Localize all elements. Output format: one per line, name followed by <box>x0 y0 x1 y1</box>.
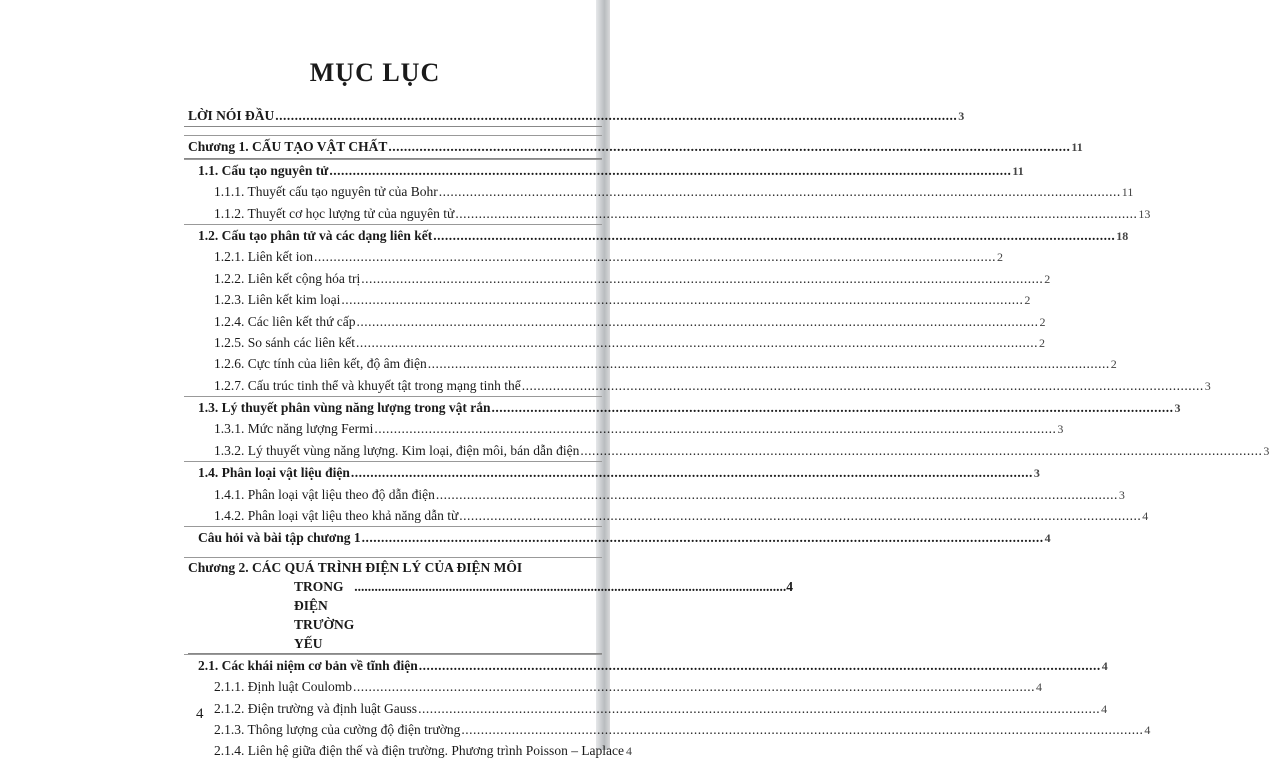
dot-leader <box>436 484 1118 505</box>
toc-entry-title: 2.1.4. Liên hệ giữa điện thế và điện trường. Phương trình Poisson – Laplace <box>214 743 625 759</box>
toc-entry-page: 3 <box>1057 422 1064 437</box>
toc-entry-title: Câu hỏi và bài tập chương 1 <box>198 530 361 546</box>
toc-entry-page: 4 <box>1144 722 1151 737</box>
table-of-contents <box>184 105 1270 762</box>
toc-entry-page: 2 <box>1110 357 1117 372</box>
toc-entry-page: 11 <box>1012 163 1024 178</box>
toc-entry[interactable] <box>184 375 1211 396</box>
toc-entry-title: 1.4.2. Phân loại vật liệu theo khả năng dẫn từ <box>214 508 459 524</box>
dot-leader <box>455 203 1137 224</box>
toc-entry-page: 18 <box>1116 228 1129 243</box>
toc-entry[interactable] <box>184 332 1045 353</box>
toc-entry[interactable] <box>184 740 633 761</box>
toc-entry-title: 1.3.2. Lý thuyết vùng năng lượng. Kim loại, điện môi, bán dẫn điện <box>214 442 580 458</box>
dot-leader <box>428 353 1110 374</box>
toc-entry-page: 2 <box>1024 293 1031 308</box>
toc-entry[interactable] <box>184 484 1125 505</box>
dot-leader <box>374 418 1056 439</box>
toc-entry-page: 3 <box>1033 466 1040 481</box>
dot-leader <box>418 698 1100 719</box>
toc-entry[interactable] <box>184 289 1031 310</box>
toc-entry-title: 1.2.3. Liên kết kim loại <box>214 292 341 308</box>
toc-entry[interactable] <box>184 135 1083 158</box>
toc-entry-page: 4 <box>786 578 793 594</box>
toc-entry-title: 2.1.2. Điện trường và định luật Gauss <box>214 700 418 716</box>
dot-leader <box>357 311 1039 332</box>
toc-entry-title: 1.3. Lý thuyết phân vùng năng lượng trong vật rắn <box>198 400 491 416</box>
toc-entry[interactable] <box>184 440 1270 461</box>
toc-entry-title: 1.4.1. Phân loại vật liệu theo độ dẫn điện <box>214 486 435 502</box>
toc-entry[interactable] <box>184 719 1151 740</box>
toc-entry-title: 1.2.6. Cực tính của liên kết, độ âm điện <box>214 356 427 372</box>
toc-entry-title: 2.1.3. Thông lượng của cường độ điện trường <box>214 721 461 737</box>
toc-entry-title: 2.1.1. Định luật Coulomb <box>214 679 352 695</box>
toc-entry-title: 1.2.4. Các liên kết thứ cấp <box>214 313 356 329</box>
page-number: 4 <box>196 706 204 722</box>
toc-entry-title: 1.2.5. So sánh các liên kết <box>214 334 355 350</box>
toc-entry-page: 2 <box>1038 335 1045 350</box>
toc-entry-page: 3 <box>1118 487 1125 502</box>
toc-entry[interactable] <box>184 224 1129 246</box>
dot-leader <box>492 397 1174 418</box>
toc-entry-page: 3 <box>958 109 965 123</box>
dot-leader <box>329 160 1011 181</box>
toc-entry[interactable] <box>184 246 1003 267</box>
chapter-2-title-line1: Chương 2. CÁC QUÁ TRÌNH ĐIỆN LÝ CỦA ĐIỆN MÔI <box>188 559 523 575</box>
toc-entry[interactable] <box>184 418 1064 439</box>
page-title: MỤC LỤC <box>309 58 441 87</box>
toc-entry[interactable] <box>184 698 1108 719</box>
dot-leader <box>354 577 786 653</box>
toc-entry-page: 4 <box>1044 531 1051 546</box>
toc-entry[interactable] <box>184 203 1151 224</box>
toc-entry-title: 1.3.1. Mức năng lượng Fermi <box>214 421 374 437</box>
dot-leader <box>353 676 1035 697</box>
dot-leader <box>433 225 1115 246</box>
toc-entry-page: 3 <box>1263 443 1270 458</box>
toc-entry-page: 3 <box>1174 401 1181 416</box>
toc-entry[interactable] <box>184 505 1149 526</box>
toc-entry[interactable] <box>184 396 1181 418</box>
dot-leader <box>419 655 1101 676</box>
toc-entry-title: 1.4. Phân loại vật liệu điện <box>198 465 350 481</box>
toc-entry-page: 2 <box>1039 314 1046 329</box>
toc-entry-page: 13 <box>1138 206 1151 221</box>
dot-leader <box>361 268 1043 289</box>
toc-entry-title: 2.1. Các khái niệm cơ bản về tĩnh điện <box>198 657 418 673</box>
toc-entry-page: 4 <box>1142 509 1149 524</box>
toc-entry[interactable] <box>184 353 1117 374</box>
dot-leader <box>461 719 1143 740</box>
toc-entry-page: 2 <box>1044 271 1051 286</box>
toc-entry[interactable] <box>184 526 1051 548</box>
dot-leader <box>439 181 1121 202</box>
toc-entry-title: Chương 1. CẤU TẠO VẬT CHẤT <box>188 139 388 155</box>
dot-leader <box>388 136 1070 157</box>
toc-entry[interactable] <box>184 159 1024 181</box>
dot-leader <box>351 462 1033 483</box>
toc-entry[interactable] <box>184 311 1046 332</box>
toc-entry[interactable] <box>184 105 965 127</box>
toc-entry-title: 1.2. Cấu tạo phân tử và các dạng liên kết <box>198 227 433 243</box>
dot-leader <box>275 105 957 126</box>
toc-entry[interactable] <box>184 654 1108 676</box>
toc-entry-page: 4 <box>1101 658 1108 673</box>
toc-entry[interactable] <box>184 461 1040 483</box>
chapter-2-title-line2-row <box>188 577 793 654</box>
toc-entry[interactable] <box>184 268 1051 289</box>
toc-entry-title: 1.2.2. Liên kết cộng hóa trị <box>214 270 361 286</box>
toc-entry-page: 4 <box>1036 680 1042 695</box>
dot-leader <box>341 289 1023 310</box>
toc-entry-page: 4 <box>626 744 633 759</box>
toc-entry[interactable] <box>184 181 1134 202</box>
dot-leader <box>356 332 1038 353</box>
dot-leader <box>580 440 1262 461</box>
toc-entry-page: 3 <box>1204 378 1211 393</box>
chapter-2-title-line2: TRONG ĐIỆN TRƯỜNG YẾU <box>294 578 355 651</box>
toc-entry-page: 11 <box>1121 185 1134 200</box>
toc-entry-title: 1.1.1. Thuyết cấu tạo nguyên tử của Bohr <box>214 184 438 200</box>
toc-entry[interactable] <box>184 676 1042 697</box>
toc-entry-page: 11 <box>1071 140 1083 155</box>
toc-entry-chapter-2[interactable] <box>184 557 793 654</box>
toc-entry-title: 1.2.7. Cấu trúc tinh thể và khuyết tật trong mạng tinh thể <box>214 377 521 393</box>
toc-entry-title: 1.2.1. Liên kết ion <box>214 249 313 265</box>
toc-entry-page: 2 <box>996 250 1003 265</box>
toc-entry-title: 1.1.2. Thuyết cơ học lượng tử của nguyên tử <box>214 205 455 221</box>
toc-entry-page: 4 <box>1101 701 1108 716</box>
dot-leader <box>362 527 1044 548</box>
dot-leader <box>314 246 996 267</box>
toc-entry-title: LỜI NÓI ĐẦU <box>188 108 275 123</box>
dot-leader <box>459 505 1141 526</box>
dot-leader <box>522 375 1204 396</box>
toc-entry-title: 1.1. Cấu tạo nguyên tử <box>198 162 329 178</box>
